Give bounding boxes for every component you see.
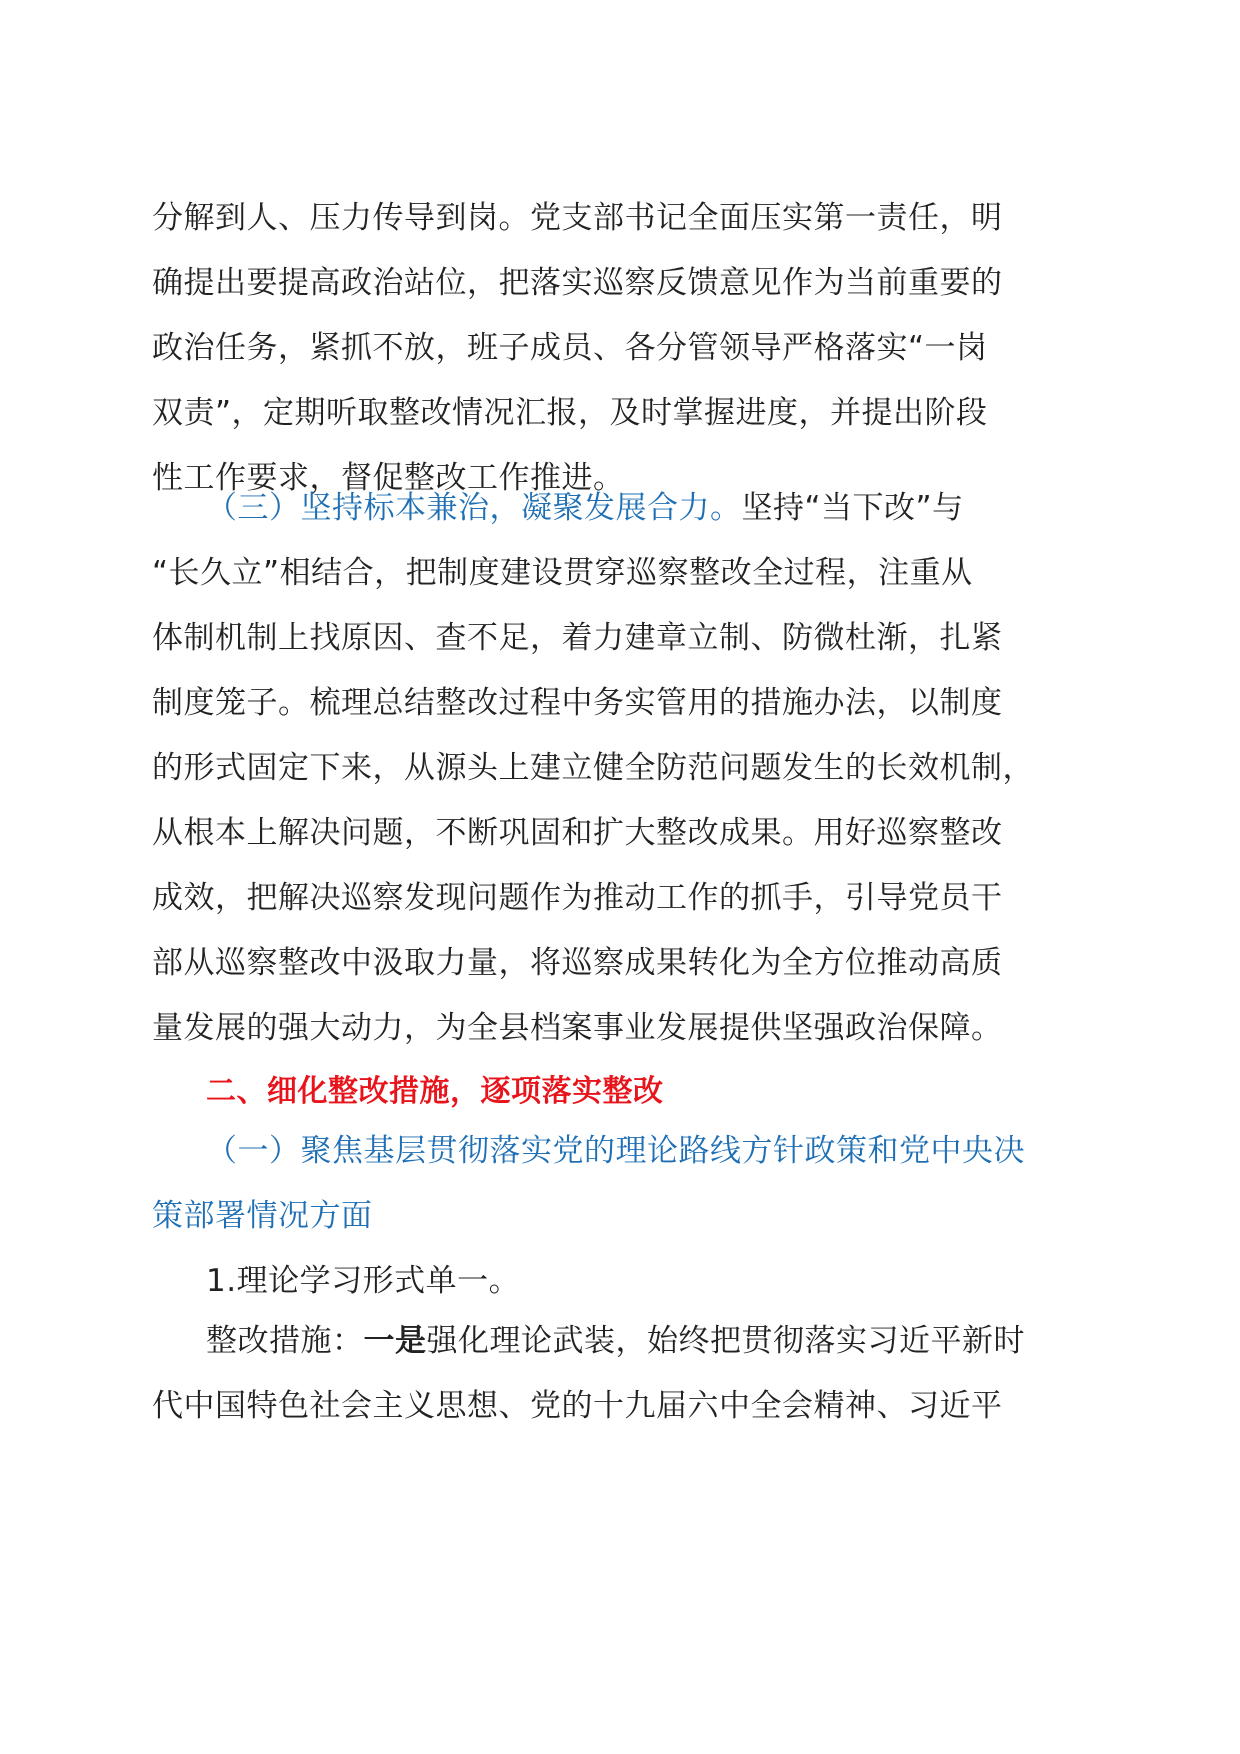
text-line: 确提出要提高政治站位，把落实巡察反馈意见作为当前重要的 <box>152 265 1003 301</box>
text-line: 从根本上解决问题，不断巩固和扩大整改成果。用好巡察整改 <box>152 815 1003 851</box>
text-line: 体制机制上找原因、查不足，着力建章立制、防微杜渐，扎紧 <box>152 620 1003 656</box>
paragraph-responsibility <box>152 186 1102 511</box>
paragraph-system-building <box>152 476 1102 1061</box>
section-heading <box>152 1059 1102 1124</box>
text-line <box>152 1309 1102 1374</box>
text-line: （一）聚焦基层贯彻落实党的理论路线方针政策和党中央决 <box>206 1133 1025 1169</box>
measure-bold-lead: 一是 <box>363 1323 427 1359</box>
item-one-title: 1.理论学习形式单一。 <box>206 1263 521 1299</box>
item-title <box>152 1249 1102 1314</box>
text-line: 成效，把解决巡察发现问题作为推动工作的抓手，引导党员干 <box>152 880 1003 916</box>
text-span: 强化理论武装，始终把贯彻落实习近平新时 <box>426 1323 1025 1359</box>
text-line: 分解到人、压力传导到岗。党支部书记全面压实第一责任，明 <box>152 200 1003 236</box>
measure-label: 整改措施： <box>206 1323 364 1359</box>
text-line: 代中国特色社会主义思想、党的十九届六中全会精神、习近平 <box>152 1388 1003 1424</box>
text-line: 部从巡察整改中汲取力量，将巡察成果转化为全方位推动高质 <box>152 945 1003 981</box>
text-line: 量发展的强大动力，为全县档案事业发展提供坚强政治保障。 <box>152 1010 1003 1046</box>
text-line: “长久立”相结合，把制度建设贯穿巡察整改全过程，注重从 <box>152 555 973 591</box>
text-line: 双责”，定期听取整改情况汇报，及时掌握进度，并提出阶段 <box>152 395 988 431</box>
text-span: 坚持“当下改”与 <box>741 490 964 526</box>
paragraph-measures <box>152 1309 1102 1439</box>
text-line: 的形式固定下来，从源头上建立健全防范问题发生的长效机制， <box>152 750 1034 786</box>
text-line: 策部署情况方面 <box>152 1198 373 1234</box>
subheading-one <box>152 1119 1102 1249</box>
text-line: 性工作要求，督促整改工作推进。 <box>152 460 625 496</box>
section-two-title: 二、细化整改措施，逐项落实整改 <box>206 1074 664 1109</box>
subheading-three: （三）坚持标本兼治，凝聚发展合力。 <box>206 490 742 526</box>
text-line <box>152 476 1102 541</box>
text-line: 政治任务，紧抓不放，班子成员、各分管领导严格落实“一岗 <box>152 330 988 366</box>
text-line: 制度笼子。梳理总结整改过程中务实管用的措施办法，以制度 <box>152 685 1003 721</box>
